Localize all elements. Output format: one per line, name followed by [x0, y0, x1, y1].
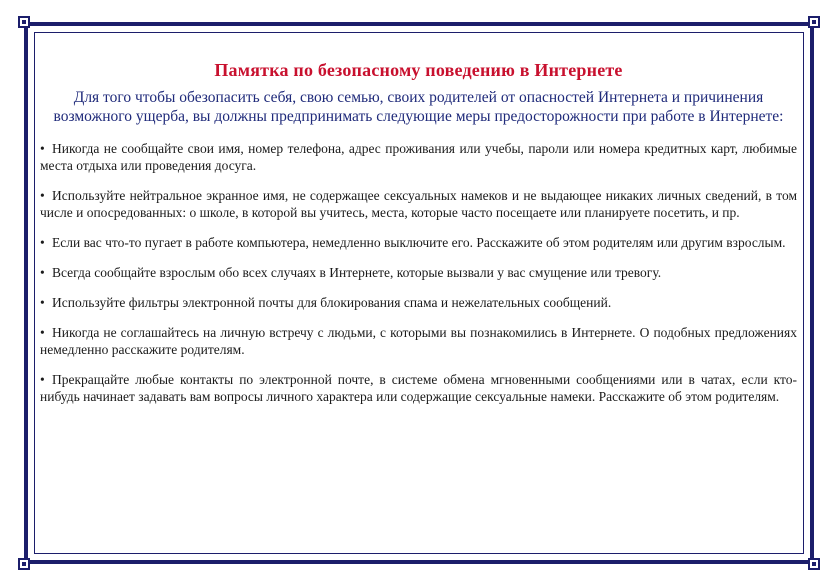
- rule-text: Всегда сообщайте взрослым обо всех случаях в Интернете, которые вызвали у вас смущение или тревогу.: [52, 265, 662, 280]
- memo-content: [40, 58, 797, 418]
- corner-ornament-top-left: [18, 16, 30, 28]
- bullet-point: •: [40, 265, 45, 280]
- safety-rule: [40, 371, 797, 405]
- safety-rules-list: [40, 140, 797, 405]
- bullet-point: •: [40, 141, 45, 156]
- safety-rule: [40, 294, 797, 311]
- bullet-point: •: [40, 235, 45, 250]
- rule-text: Если вас что-то пугает в работе компьютера, немедленно выключите его. Расскажите об этом родителям или другим взрослым.: [52, 235, 786, 250]
- corner-ornament-bottom-right: [808, 558, 820, 570]
- rule-text: Используйте нейтральное экранное имя, не содержащее сексуальных намеков и не выдающее никаких личных сведений, в том числе и опосредованных: о школе, в которой вы учитесь, места, которые часто посещаете или планируете посетить, и пр.: [40, 188, 797, 220]
- corner-ornament-top-right: [808, 16, 820, 28]
- safety-rule: [40, 234, 797, 251]
- memo-title: Памятка по безопасному поведению в Интернете: [214, 60, 623, 80]
- safety-rule: [40, 264, 797, 281]
- corner-ornament-bottom-left: [18, 558, 30, 570]
- rule-text: Прекращайте любые контакты по электронной почте, в системе обмена мгновенными сообщениями или в чатах, если кто-нибудь начинает задавать вам вопросы личного характера или содержащие сексуальные намеки. Расскажите об этом родителям.: [40, 372, 797, 404]
- bullet-point: •: [40, 372, 45, 387]
- bullet-point: •: [40, 325, 45, 340]
- safety-rule: [40, 324, 797, 358]
- rule-text: Никогда не соглашайтесь на личную встречу с людьми, с которыми вы познакомились в Интернете. О подобных предложениях немедленно расскажите родителям.: [40, 325, 797, 357]
- safety-rule: [40, 140, 797, 174]
- memo-intro: Для того чтобы обезопасить себя, свою семью, своих родителей от опасностей Интернета и причинения возможного ущерба, вы должны предпринимать следующие меры предосторожности при работе в Интернете:: [53, 89, 784, 125]
- rule-text: Используйте фильтры электронной почты для блокирования спама и нежелательных сообщений.: [52, 295, 612, 310]
- safety-rule: [40, 187, 797, 221]
- rule-text: Никогда не сообщайте свои имя, номер телефона, адрес проживания или учебы, пароли или номера кредитных карт, любимые места отдыха или проведения досуга.: [40, 141, 797, 173]
- bullet-point: •: [40, 295, 45, 310]
- bullet-point: •: [40, 188, 45, 203]
